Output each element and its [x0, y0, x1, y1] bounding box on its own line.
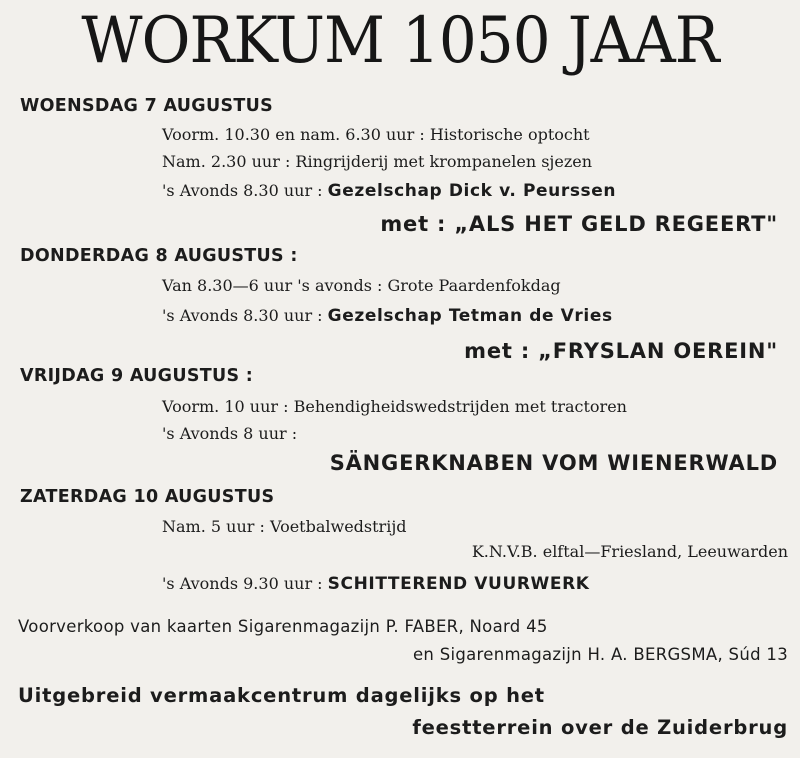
show-title: met : „ALS HET GELD REGEERT" [380, 212, 778, 236]
day-heading-friday: VRIJDAG 9 AUGUSTUS : [20, 366, 254, 386]
schedule-line [162, 517, 407, 536]
schedule-line [162, 424, 297, 443]
schedule-event: Voetbalwedstrijd [269, 517, 407, 536]
schedule-event: Ringrijderij met krompanelen sjezen [295, 152, 593, 171]
footer-line-2: feestterrein over de Zuiderbrug [412, 716, 788, 739]
schedule-event: Grote Paardenfokdag [387, 276, 561, 295]
schedule-line [162, 574, 590, 594]
poster-title: WORKUM 1050 JAAR [81, 4, 719, 78]
schedule-time: Voorm. 10.30 en nam. 6.30 uur : [162, 125, 425, 144]
day-heading-thursday: DONDERDAG 8 AUGUSTUS : [20, 246, 298, 266]
day-heading-saturday: ZATERDAG 10 AUGUSTUS [20, 487, 275, 507]
show-title: SÄNGERKNABEN VOM WIENERWALD [329, 451, 778, 475]
schedule-line [162, 306, 613, 326]
schedule-time: Nam. 5 uur : [162, 517, 265, 536]
schedule-time: 's Avonds 8 uur : [162, 424, 298, 443]
schedule-time: 's Avonds 9.30 uur : [162, 574, 323, 593]
schedule-time: 's Avonds 8.30 uur : [162, 306, 323, 325]
presale-line-1: Voorverkoop van kaarten Sigarenmagazijn P. FABER, Noard 45 [18, 617, 548, 636]
day-heading-wednesday: WOENSDAG 7 AUGUSTUS [20, 96, 274, 116]
schedule-event: Gezelschap Tetman de Vries [327, 306, 613, 326]
schedule-time: Van 8.30—6 uur 's avonds : [162, 276, 383, 295]
footer-line-1: Uitgebreid vermaakcentrum dagelijks op het [18, 684, 545, 707]
schedule-event: Historische optocht [429, 125, 590, 144]
schedule-event: Gezelschap Dick v. Peurssen [327, 181, 617, 201]
schedule-time: Nam. 2.30 uur : [162, 152, 291, 171]
schedule-event: Behendigheidswedstrijden met tractoren [293, 397, 627, 416]
schedule-time: Voorm. 10 uur : [162, 397, 289, 416]
schedule-time: 's Avonds 8.30 uur : [162, 181, 323, 200]
schedule-line [162, 125, 590, 144]
schedule-line [162, 276, 561, 295]
schedule-line [162, 397, 627, 416]
schedule-event: SCHITTEREND VUURWERK [327, 574, 590, 594]
show-title: met : „FRYSLAN OEREIN" [464, 339, 778, 363]
schedule-event: K.N.V.B. elftal—Friesland, Leeuwarden [471, 542, 788, 561]
schedule-line [162, 181, 616, 201]
schedule-line [162, 152, 592, 171]
presale-line-2: en Sigarenmagazijn H. A. BERGSMA, Súd 13 [412, 645, 788, 664]
schedule-line [472, 542, 788, 561]
